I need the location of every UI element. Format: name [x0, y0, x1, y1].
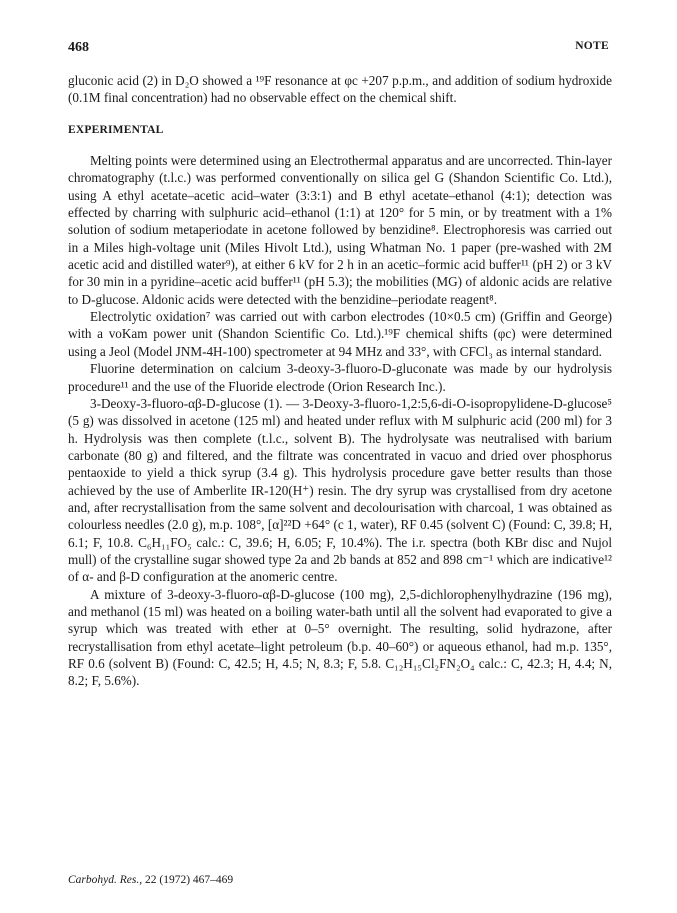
methods-paragraph: Melting points were determined using an Electrothermal apparatus and are uncorrected. Thin-layer chromatography (t.l.c.) was performed conventionally on silica gel G (Shandon Scientific Co. Ltd.), using A ethyl acetate–acetic acid–water (3:3:1) and B ethyl acetate–ethanol (4:1); detection was effected by charring with sulphuric acid–ethanol (1:1) at 120° for 5 min, or by treatment with a 1% solution of sodium metaperiodate in acetone followed by benzidine⁸. Electrophoresis was carried out in a Miles high-voltage unit (Miles Hivolt Ltd.), using Whatman No. 1 paper (pre-washed with 2M acetic acid and distilled water⁹), at either 6 kV for 2 h in an acetic–formic acid buffer¹¹ (pH 2) or 3 kV for 30 min in a pyridine–acetic acid buffer¹¹ (pH 5.3); the mobilities (MG) of aldonic acids are relative to D-glucose. Aldonic acids were detected with the benzidine–periodate reagent⁸.: [68, 153, 612, 307]
hydrazone-paragraph: A mixture of 3-deoxy-3-fluoro-αβ-D-glucose (100 mg), 2,5-dichlorophenylhydrazine (196 mg), and methanol (15 ml) was heated on a boiling water-bath until all the solvent had evaporated to give a syrup which was treated with ether at 0–5° overnight. The resulting, solid hydrazone, after recrystallisation from ethyl acetate–light petroleum (b.p. 40–60°) or aqueous ethanol, had m.p. 135°, RF 0.6 (solvent B) (Found: C, 42.5; H, 4.5; N, 8.3; F, 5.8. C₁₂H₁₅Cl₂FN₂O₄ calc.: C, 42.3; H, 4.4; N, 8.2; F, 5.6%).: [68, 586, 612, 689]
electrolysis-paragraph: Electrolytic oxidation⁷ was carried out with carbon electrodes (10×0.5 cm) (Griffin and George) with a voKam power unit (Shandon Scientific Co. Ltd.).¹⁹F chemical shifts (φc) were determined using a Jeol (Model JNM-4H-100) spectrometer at 94 MHz and 33°, with CFCl₃ as internal standard.: [68, 309, 612, 359]
page-header: [68, 40, 609, 60]
synthesis-paragraph: 3-Deoxy-3-fluoro-αβ-D-glucose (1). — 3-Deoxy-3-fluoro-1,2:5,6-di-O-isopropylidene-D-glucose⁵ (5 g) was dissolved in acetone (125 ml) and heated under reflux with M sulphuric acid (200 ml) for 3 h. Hydrolysis was then complete (t.l.c., solvent B). The hydrolysate was neutralised with barium carbonate (80 g) and filtered, and the filtrate was concentrated in vacuo and dried over phosphorus pentaoxide to yield a thick syrup (3.4 g). This hydrolysis procedure gave better results than those achieved by the use of Amberlite IR-120(H⁺) resin. The dry syrup was crystallised from dry acetone and, after recrystallisation from the same solvent and decolourisation with charcoal, 1 was obtained as colourless needles (2.0 g), m.p. 108°, [α]²²D +64° (c 1, water), RF 0.45 (solvent C) (Found: C, 39.8; H, 6.1; F, 10.8. C₆H₁₁FO₅ calc.: C, 39.6; H, 6.05; F, 10.4%). The i.r. spectra (both KBr disc and Nujol mull) of the crystalline sugar showed type 2a and 2b bands at 852 and 898 cm⁻¹ which are indicative¹² of α- and β-D configuration at the anomeric centre.: [68, 395, 612, 585]
running-head: NOTE: [575, 40, 609, 52]
article-body: [68, 72, 612, 690]
continuation-paragraph: gluconic acid (2) in D₂O showed a ¹⁹F resonance at φc +207 p.p.m., and addition of sodium hydroxide (0.1M final concentration) had no observable effect on the chemical shift.: [68, 73, 612, 106]
fluorine-determination-paragraph: Fluorine determination on calcium 3-deoxy-3-fluoro-D-gluconate was made by our hydrolysis procedure¹¹ and the use of the Fluoride electrode (Orion Research Inc.).: [68, 361, 612, 394]
journal-name: Carbohyd. Res.,: [68, 874, 143, 886]
page-number: 468: [68, 40, 89, 55]
journal-citation: 22 (1972) 467–469: [144, 874, 234, 886]
page-footer: [68, 874, 233, 886]
section-heading: EXPERIMENTAL: [68, 123, 164, 136]
